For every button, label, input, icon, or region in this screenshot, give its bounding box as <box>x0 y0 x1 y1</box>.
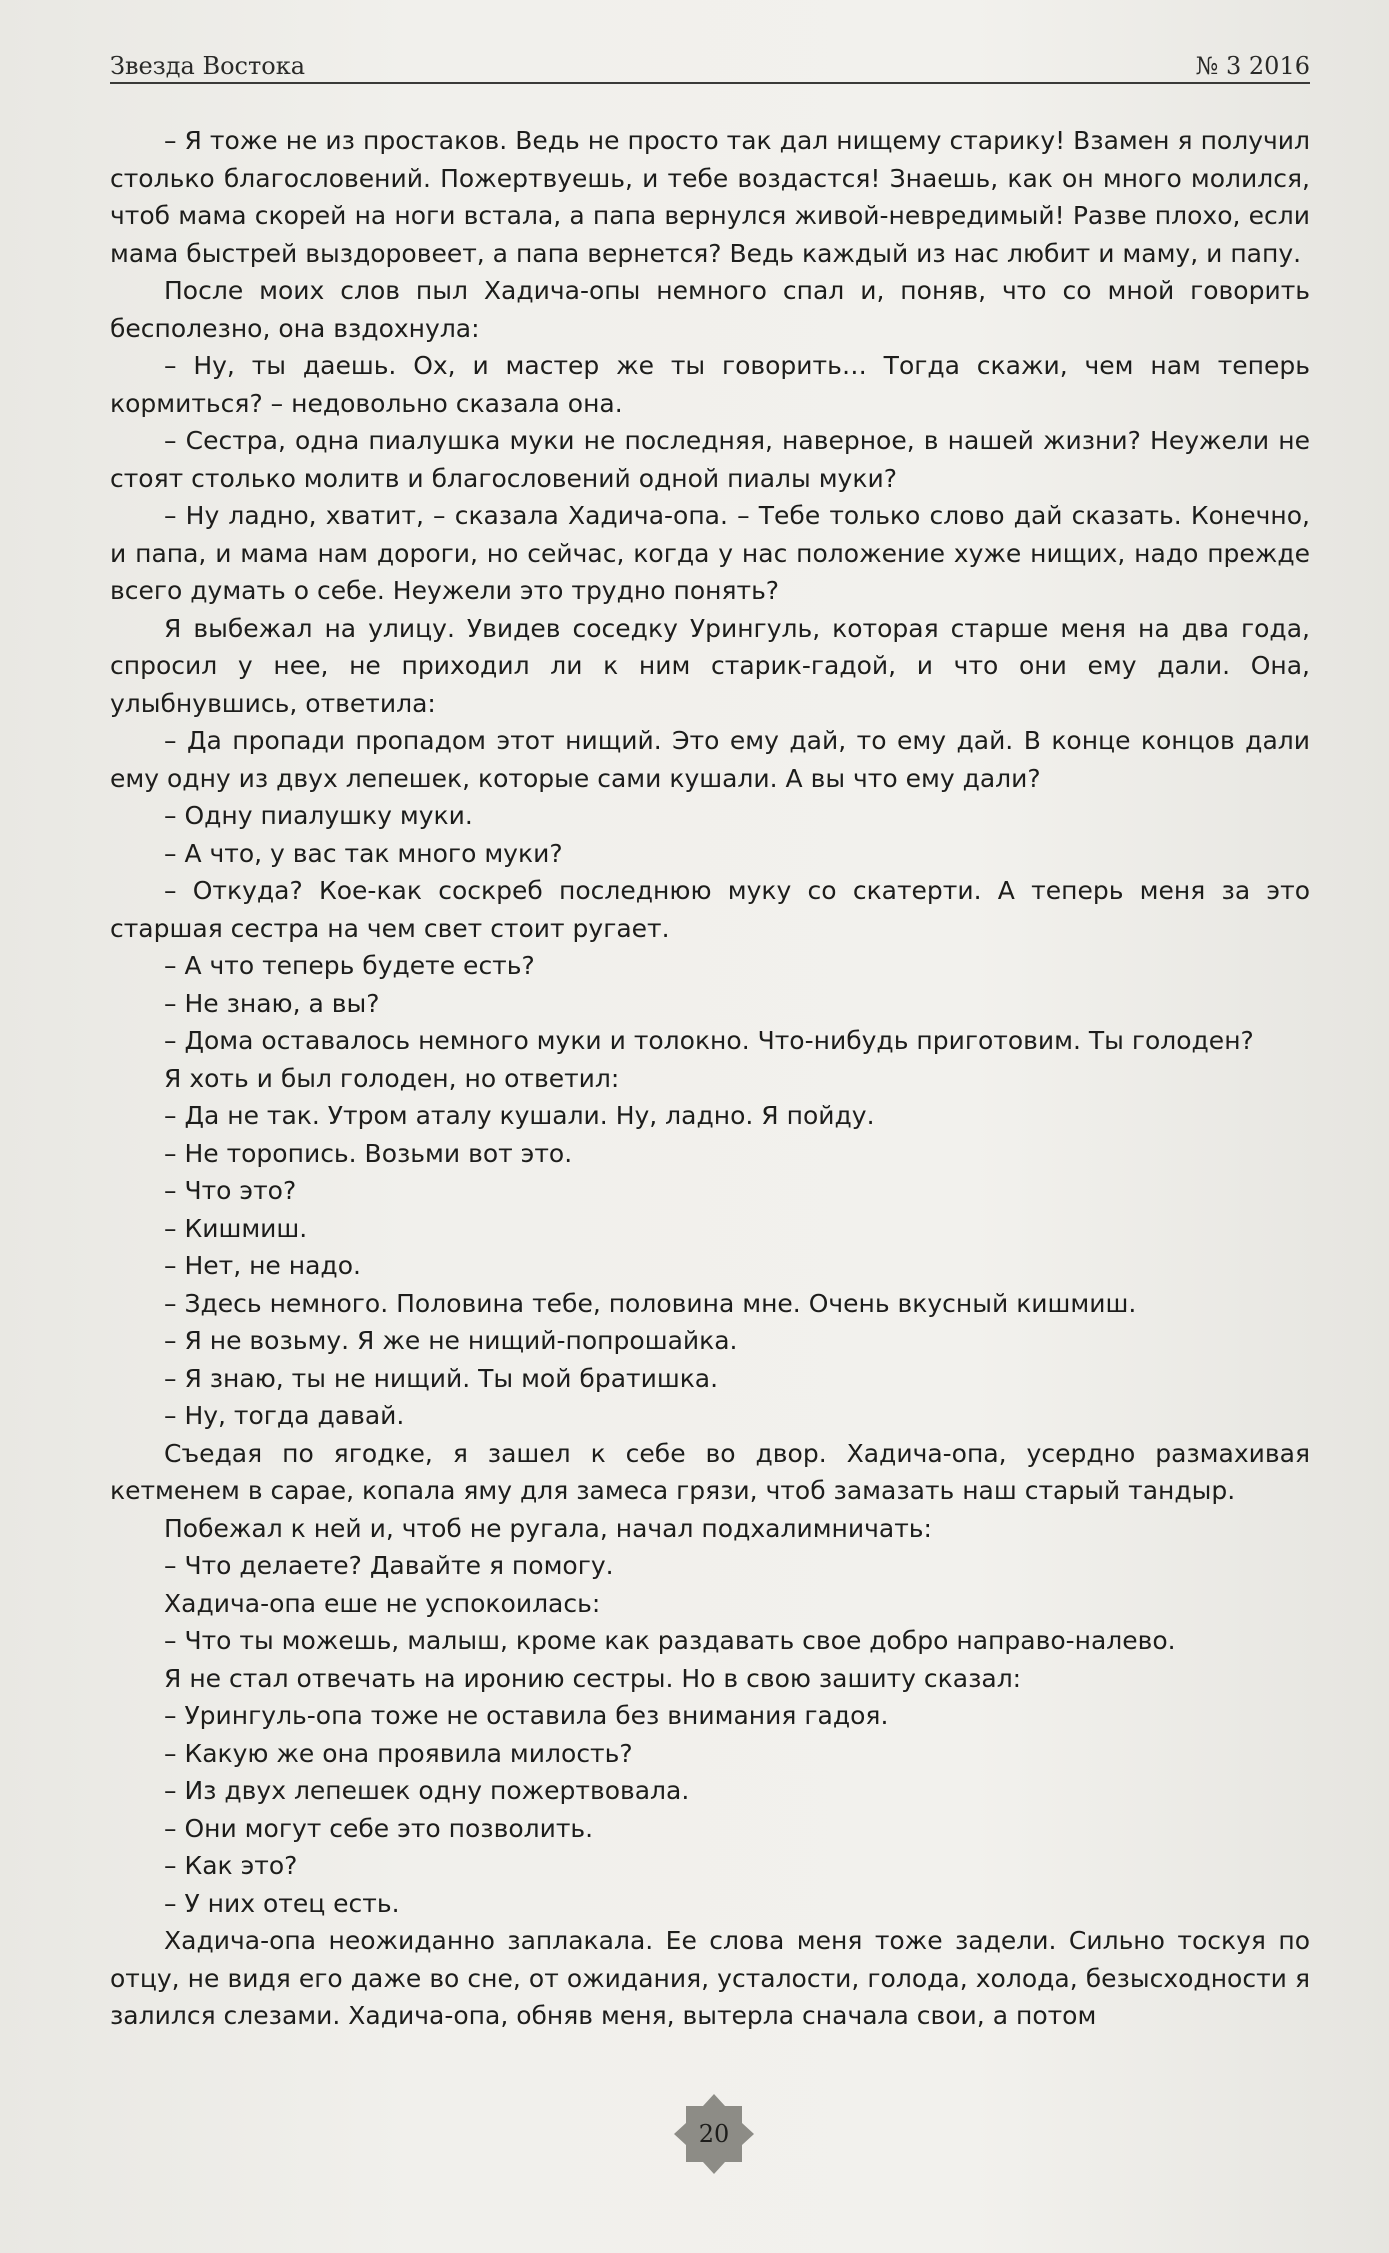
paragraph: – Да не так. Утром аталу кушали. Ну, ладно. Я пойду. <box>164 1101 875 1130</box>
paragraph: – Что это? <box>164 1176 297 1205</box>
paragraph: – Я тоже не из простаков. Ведь не просто так дал нищему старику! Взамен я получил столько благословений. Пожертвуешь, и тебе воздастся! Знаешь, как он много молился, чтоб мама скорей на ноги встала, а папа вернулся живой-невредимый! Разве плохо, если мама быстрей выздоровеет, а папа вернется? Ведь каждый из нас любит и маму, и папу. <box>110 126 1310 268</box>
body-text <box>110 122 1310 2035</box>
paragraph: – Из двух лепешек одну пожертвовала. <box>164 1776 690 1805</box>
paragraph: – Сестра, одна пиалушка муки не последняя, наверное, в нашей жизни? Неужели не стоят столько молитв и благословений одной пиалы муки? <box>110 426 1310 493</box>
issue-number: № 3 2016 <box>1195 52 1310 80</box>
paragraph: – Как это? <box>164 1851 298 1880</box>
paragraph: – А что, у вас так много муки? <box>164 838 563 868</box>
paragraph: – Не знаю, а вы? <box>164 988 380 1018</box>
paragraph: – Ну, тогда давай. <box>164 1401 405 1430</box>
paragraph: Хадича-опа неожиданно заплакала. Ее слова меня тоже задели. Сильно тоскуя по отцу, не видя его даже во сне, от ожидания, усталости, голода, холода, безысходности я залился слезами. Хадича-опа, обняв меня, вытерла сначала свои, а потом <box>110 1926 1310 2030</box>
paragraph: – Что ты можешь, малыш, кроме как раздавать свое добро направо-налево. <box>164 1626 1176 1655</box>
paragraph: – Какую же она проявила милость? <box>164 1738 633 1768</box>
magazine-title: Звезда Востока <box>110 52 306 80</box>
paragraph: Съедая по ягодке, я зашел к себе во двор. Хадича-опа, усердно размахивая кетменем в сарае, копала яму для замеса грязи, чтоб замазать наш старый тандыр. <box>110 1438 1310 1505</box>
page-number-badge <box>672 2092 756 2176</box>
paragraph: – Не торопись. Возьми вот это. <box>164 1138 573 1168</box>
paragraph: – Дома оставалось немного муки и толокно. Что-нибудь приготовим. Ты голоден? <box>164 1026 1254 1055</box>
page-number: 20 <box>698 2120 730 2148</box>
paragraph: После моих слов пыл Хадича-опы немного спал и, поняв, что со мной говорить бесполезно, она вздохнула: <box>110 276 1310 343</box>
paragraph: – Одну пиалушку муки. <box>164 801 473 830</box>
paragraph: – Я знаю, ты не нищий. Ты мой братишка. <box>164 1363 719 1393</box>
paragraph: Я хоть и был голоден, но ответил: <box>164 1063 620 1093</box>
paragraph: Хадича-опа еше не успокоилась: <box>164 1588 601 1618</box>
paragraph: – Ну, ты даешь. Ох, и мастер же ты говорить… Тогда скажи, чем нам теперь кормиться? – недовольно сказала она. <box>110 351 1310 418</box>
paragraph: Я выбежал на улицу. Увидев соседку Урингуль, которая старше меня на два года, спросил у нее, не приходил ли к ним старик-гадой, и что они ему дали. Она, улыбнувшись, ответила: <box>110 613 1310 718</box>
header-divider <box>110 82 1310 84</box>
paragraph: – Нет, не надо. <box>164 1251 361 1280</box>
paragraph: – У них отец есть. <box>164 1888 400 1918</box>
paragraph: – Урингуль-опа тоже не оставила без внимания гадоя. <box>164 1701 889 1730</box>
paragraph: – Откуда? Кое-как соскреб последнюю муку со скатерти. А теперь меня за это старшая сестра на чем свет стоит ругает. <box>110 876 1310 943</box>
paragraph: – Они могут себе это позволить. <box>164 1813 594 1843</box>
paragraph: Побежал к ней и, чтоб не ругала, начал подхалимничать: <box>164 1513 932 1543</box>
paragraph: – А что теперь будете есть? <box>164 951 535 980</box>
paragraph: – Ну ладно, хватит, – сказала Хадича-опа. – Тебе только слово дай сказать. Конечно, и папа, и мама нам дороги, но сейчас, когда у нас положение хуже нищих, надо прежде всего думать о себе. Неужели это трудно понять? <box>110 501 1310 605</box>
paragraph: – Я не возьму. Я же не нищий-попрошайка. <box>164 1326 738 1355</box>
paragraph: – Здесь немного. Половина тебе, половина мне. Очень вкусный кишмиш. <box>164 1288 1137 1318</box>
paragraph: – Да пропади пропадом этот нищий. Это ему дай, то ему дай. В конце концов дали ему одну из двух лепешек, которые сами кушали. А вы что ему дали? <box>110 726 1310 793</box>
paragraph: – Что делаете? Давайте я помогу. <box>164 1551 614 1580</box>
paragraph: – Кишмиш. <box>164 1213 308 1243</box>
paragraph: Я не стал отвечать на иронию сестры. Но в свою зашиту сказал: <box>164 1663 1022 1693</box>
